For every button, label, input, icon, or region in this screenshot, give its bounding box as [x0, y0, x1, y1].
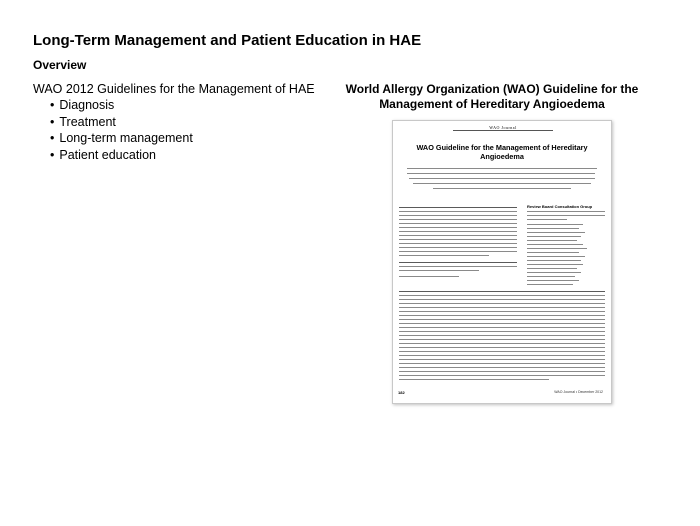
keywords-line [399, 270, 479, 271]
journal-header: WAO Journal [453, 125, 553, 131]
affiliation-line [399, 359, 605, 360]
affiliation-line [399, 311, 605, 312]
affiliation-line [399, 355, 605, 356]
author-line [407, 173, 595, 174]
affiliation-line [399, 347, 605, 348]
document-heading [342, 82, 642, 112]
guidelines-intro: WAO 2012 Guidelines for the Management of HAE [33, 82, 315, 96]
affiliation-line [399, 303, 605, 304]
affiliation-line [399, 319, 605, 320]
review-board-line [527, 260, 581, 261]
review-board-line [527, 276, 575, 277]
abstract-line [399, 255, 489, 256]
review-board-line [527, 252, 579, 253]
abstract-line [399, 219, 517, 220]
abstract-line [399, 231, 517, 232]
abstract-line [399, 215, 517, 216]
topics-list [50, 97, 193, 163]
author-line [413, 183, 591, 184]
affiliation-line [399, 379, 549, 380]
abstract-line [399, 211, 517, 212]
affiliation-line [399, 327, 605, 328]
review-board-line [527, 264, 583, 265]
review-board-line [527, 232, 585, 233]
author-line [407, 168, 597, 169]
review-board-line [527, 244, 583, 245]
affiliation-line [399, 375, 605, 376]
document-heading-line-2: Management of Hereditary Angioedema [379, 97, 605, 111]
document-thumbnail [392, 120, 612, 404]
journal-footer: WAO Journal • December 2012 [554, 390, 603, 394]
affiliation-line [399, 351, 605, 352]
document-title-line-2: Angioedema [480, 152, 524, 161]
divider [399, 291, 605, 292]
affiliation-line [399, 331, 605, 332]
review-board-line [527, 211, 605, 212]
author-line [409, 178, 595, 179]
document-heading-line-1: World Allergy Organization (WAO) Guideline for the [345, 82, 639, 96]
section-heading: Overview [33, 58, 87, 72]
document-title [405, 143, 599, 161]
abstract-line [399, 223, 517, 224]
review-board-line [527, 284, 573, 285]
author-line [433, 188, 571, 189]
review-board-line [527, 219, 567, 220]
abstract-line [399, 243, 517, 244]
review-board-line [527, 256, 585, 257]
list-item: • Treatment [50, 114, 193, 131]
keywords-line [399, 262, 517, 263]
review-board-line [527, 215, 605, 216]
list-item: • Long-term management [50, 130, 193, 147]
affiliation-line [399, 335, 605, 336]
affiliation-line [399, 295, 605, 296]
review-board-line [527, 236, 581, 237]
abstract-line [399, 251, 517, 252]
affiliation-line [399, 343, 605, 344]
abstract-line [399, 207, 517, 208]
abstract-line [399, 227, 517, 228]
review-board-line [527, 240, 577, 241]
affiliation-line [399, 363, 605, 364]
affiliation-line [399, 367, 605, 368]
review-board-line [527, 268, 577, 269]
abstract-line [399, 239, 517, 240]
list-item: • Patient education [50, 147, 193, 164]
review-board-line [527, 224, 583, 225]
page-number: 182 [398, 390, 405, 395]
affiliation-line [399, 307, 605, 308]
slide-title: Long-Term Management and Patient Education in HAE [33, 32, 422, 49]
affiliation-line [399, 371, 605, 372]
review-board-title: Review Board Consultation Group [527, 204, 593, 209]
review-board-line [527, 280, 579, 281]
document-title-line-1: WAO Guideline for the Management of Hereditary [416, 143, 588, 152]
affiliation-line [399, 315, 605, 316]
keywords-line [399, 266, 517, 267]
affiliation-line [399, 299, 605, 300]
abstract-line [399, 235, 517, 236]
review-board-line [527, 272, 581, 273]
affiliation-line [399, 323, 605, 324]
review-board-line [527, 248, 587, 249]
list-item: • Diagnosis [50, 97, 193, 114]
affiliation-line [399, 339, 605, 340]
citation-line [399, 276, 459, 277]
review-board-line [527, 228, 579, 229]
abstract-line [399, 247, 517, 248]
